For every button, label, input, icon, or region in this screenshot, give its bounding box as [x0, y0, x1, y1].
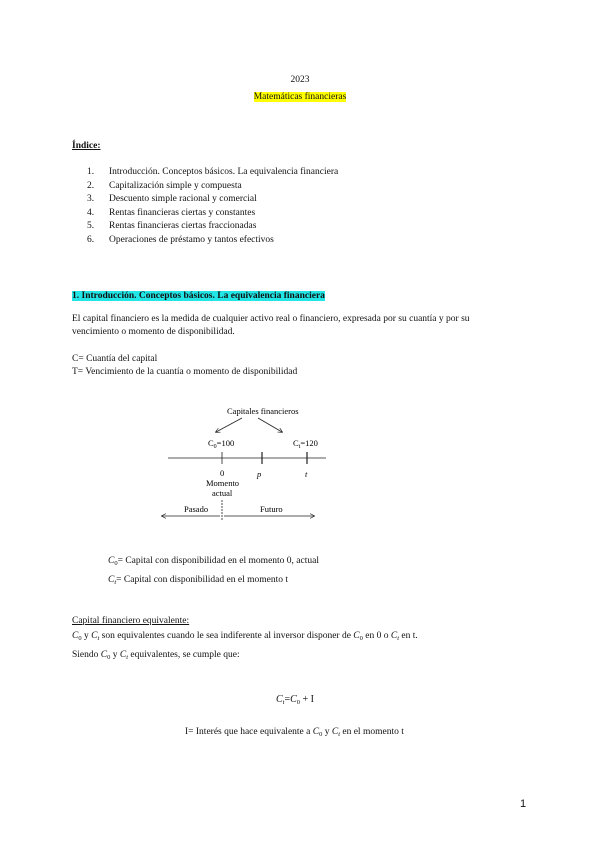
timeline-diagram [160, 400, 330, 525]
future-label: Futuro [260, 504, 283, 514]
definition-c: C= Cuantía del capital [72, 354, 158, 364]
arrow-to-c0 [216, 418, 242, 432]
section-heading-wrap [72, 285, 325, 303]
index-item: 3. Descuento simple racional y comercial [87, 194, 257, 204]
definition-t: T= Vencimiento de la cuantía o momento de disponibilidad [72, 367, 298, 377]
year: 2023 [290, 75, 310, 85]
interest-definition: I= Interés que hace equivalente a $C_0$ y $C_t$ en el momento t [185, 727, 404, 738]
index-item: 2. Capitalización simple y compuesta [87, 180, 242, 191]
c0-label: $C_0=100$ [208, 438, 235, 450]
equivalence-title: Capital financiero equivalente: [72, 616, 190, 626]
index-item: 6. Operaciones de préstamo y tantos efectivos [87, 234, 274, 245]
equivalence-line-1: $C_0$ y $C_t$ son equivalentes cuando le sea indiferente al inversor disponer de $C_0$ en 0 o $C_t$ en t. [72, 631, 418, 642]
index-title: Índice: [72, 141, 101, 151]
definition-ct: $C_t=$ Capital con disponibilidad en el momento t [108, 575, 289, 586]
diagram-title: Capitales financieros [227, 406, 299, 416]
past-label: Pasado [184, 504, 209, 514]
tick-label-p: p [257, 469, 262, 479]
equivalence-formula: $C_t=C_0 + I$ [276, 694, 315, 706]
subject-title: Matemáticas financieras [253, 92, 347, 102]
definition-c0: $C_0=$ Capital con disponibilidad en el momento 0, actual [108, 556, 319, 567]
page-number: 1 [520, 798, 527, 810]
paragraph-line-1: El capital financiero es la medida de cualquier activo real o financiero, expresada por su cuantía y por su [72, 314, 470, 324]
index-item: 4. Rentas financieras ciertas y constantes [87, 207, 256, 218]
moment-line-1: Momento [206, 478, 240, 488]
tick-label-t: t [305, 469, 308, 479]
index-item: 5. Rentas financieras ciertas fraccionadas [87, 221, 257, 231]
paragraph-line-2: vencimiento o momento de disponibilidad. [72, 327, 235, 337]
ct-label: $C_t=120$ [293, 438, 318, 450]
tick-label-0: 0 [220, 468, 225, 478]
index-list [87, 166, 338, 247]
moment-line-2: actual [212, 488, 233, 498]
index-item: 1. Introducción. Conceptos básicos. La equivalencia financiera [87, 167, 339, 177]
subject-title-wrap [0, 86, 600, 104]
equivalence-line-2: Siendo $C_0$ y $C_t$ equivalentes, se cumple que: [72, 650, 240, 661]
section-heading: 1. Introducción. Conceptos básicos. La equivalencia financiera [72, 291, 325, 301]
arrow-to-ct [258, 418, 282, 432]
